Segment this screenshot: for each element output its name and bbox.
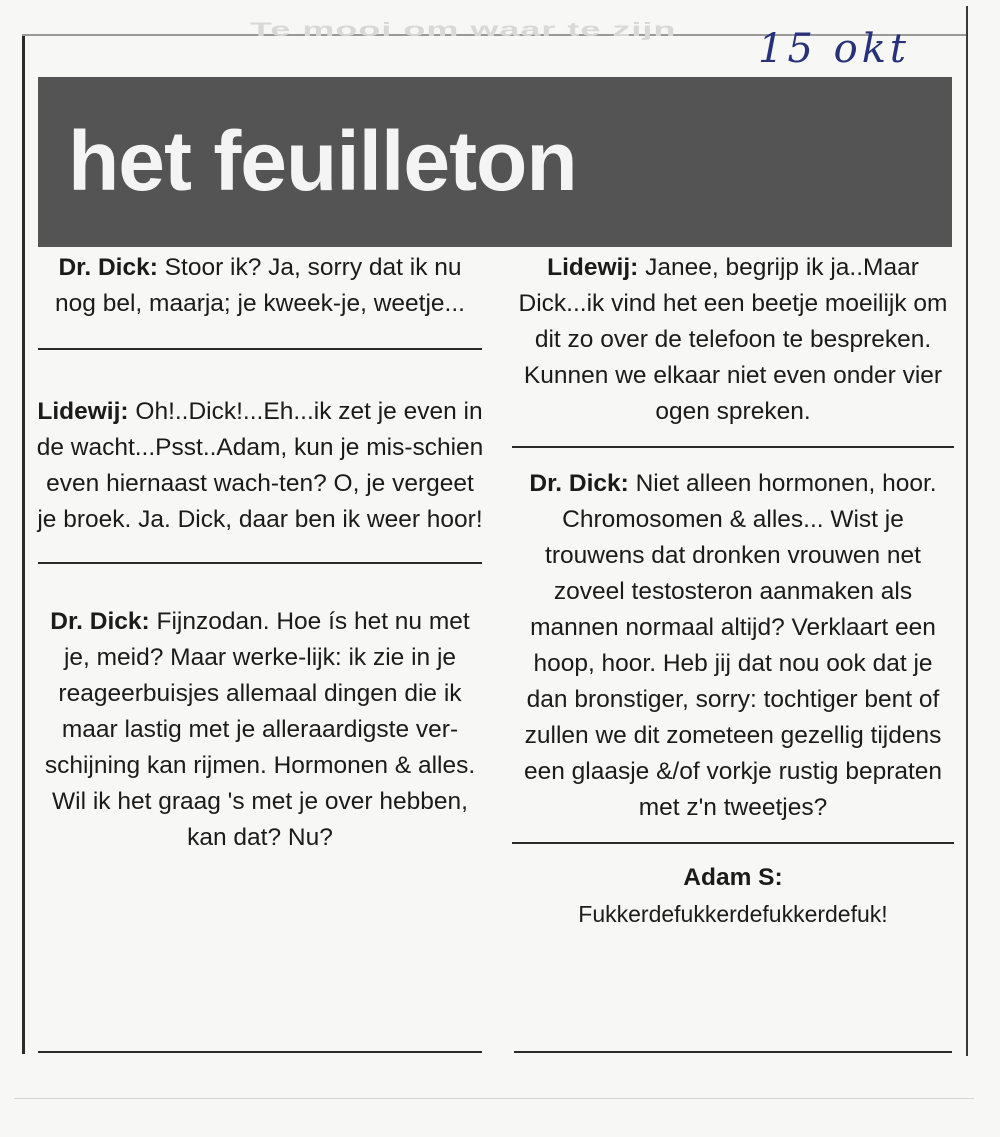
speaker-name: Lidewij: — [37, 398, 129, 425]
speaker-name: Dr. Dick: — [58, 254, 158, 281]
dialogue-text: Fijnzodan. Hoe ís het nu met je, meid? Maar werke-lijk: ik zie in je reageerbuisjes allemaal dingen die ik maar lastig met je alleraardigste ver-schijning kan rijmen. Hormonen & alles. Wil ik het graag 's met je over hebben, kan dat? Nu? — [44, 608, 476, 851]
speaker-name: Adam S: — [683, 864, 783, 891]
right-column — [510, 250, 956, 932]
entry-text — [36, 250, 484, 322]
handwritten-date: 15 okt — [758, 26, 911, 72]
entry-text — [36, 394, 484, 538]
dialogue-text: Fukkerdefukkerdefukkerdefuk! — [578, 901, 888, 927]
right-border-line — [966, 6, 968, 1056]
dialogue-entry — [510, 250, 956, 430]
entry-text — [510, 250, 956, 430]
bottom-divider-right — [514, 1051, 952, 1053]
dialogue-entry — [510, 860, 956, 932]
page-title: het feuilleton — [68, 114, 577, 208]
bleed-through-text: Te mooi om waar te zijn — [250, 18, 677, 41]
speaker-name: Dr. Dick: — [529, 470, 629, 497]
entry-text — [36, 604, 484, 856]
left-border-line — [22, 36, 25, 1054]
title-banner — [38, 77, 952, 247]
dialogue-text: Janee, begrijp ik ja..Maar Dick...ik vind het een beetje moeilijk om dit zo over de telefoon te bespreken. Kunnen we elkaar niet even onder vier ogen spreken. — [518, 254, 948, 425]
dialogue-entry — [510, 466, 956, 826]
bleed-through-line — [14, 1098, 974, 1099]
left-column — [36, 250, 484, 856]
dialogue-text: Niet alleen hormonen, hoor. Chromosomen & alles... Wist je trouwens dat dronken vrouwen net zoveel testosteron aanmaken als mannen normaal altijd? Verklaart een hoop, hoor. Heb jij dat nou ook dat je dan bronstiger, sorry: tochtiger bent of zullen we dit zometeen gezellig tijdens een glaasje &/of vorkje rustig bepraten met z'n tweetjes? — [523, 470, 943, 821]
dialogue-entry — [36, 394, 484, 538]
dialogue-text: Oh!..Dick!...Eh...ik zet je even in de wacht...Psst..Adam, kun je mis-schien even hiernaast wach-ten? O, je vergeet je broek. Ja. Dick, daar ben ik weer hoor! — [36, 398, 484, 533]
entry-text — [510, 466, 956, 826]
speaker-name: Lidewij: — [547, 254, 639, 281]
dialogue-entry — [36, 250, 484, 322]
speaker-name: Dr. Dick: — [50, 608, 150, 635]
dialogue-entry — [36, 604, 484, 856]
bottom-divider-left — [38, 1051, 482, 1053]
dialogue-text: Stoor ik? Ja, sorry dat ik nu nog bel, maarja; je kweek-je, weetje... — [55, 254, 465, 317]
